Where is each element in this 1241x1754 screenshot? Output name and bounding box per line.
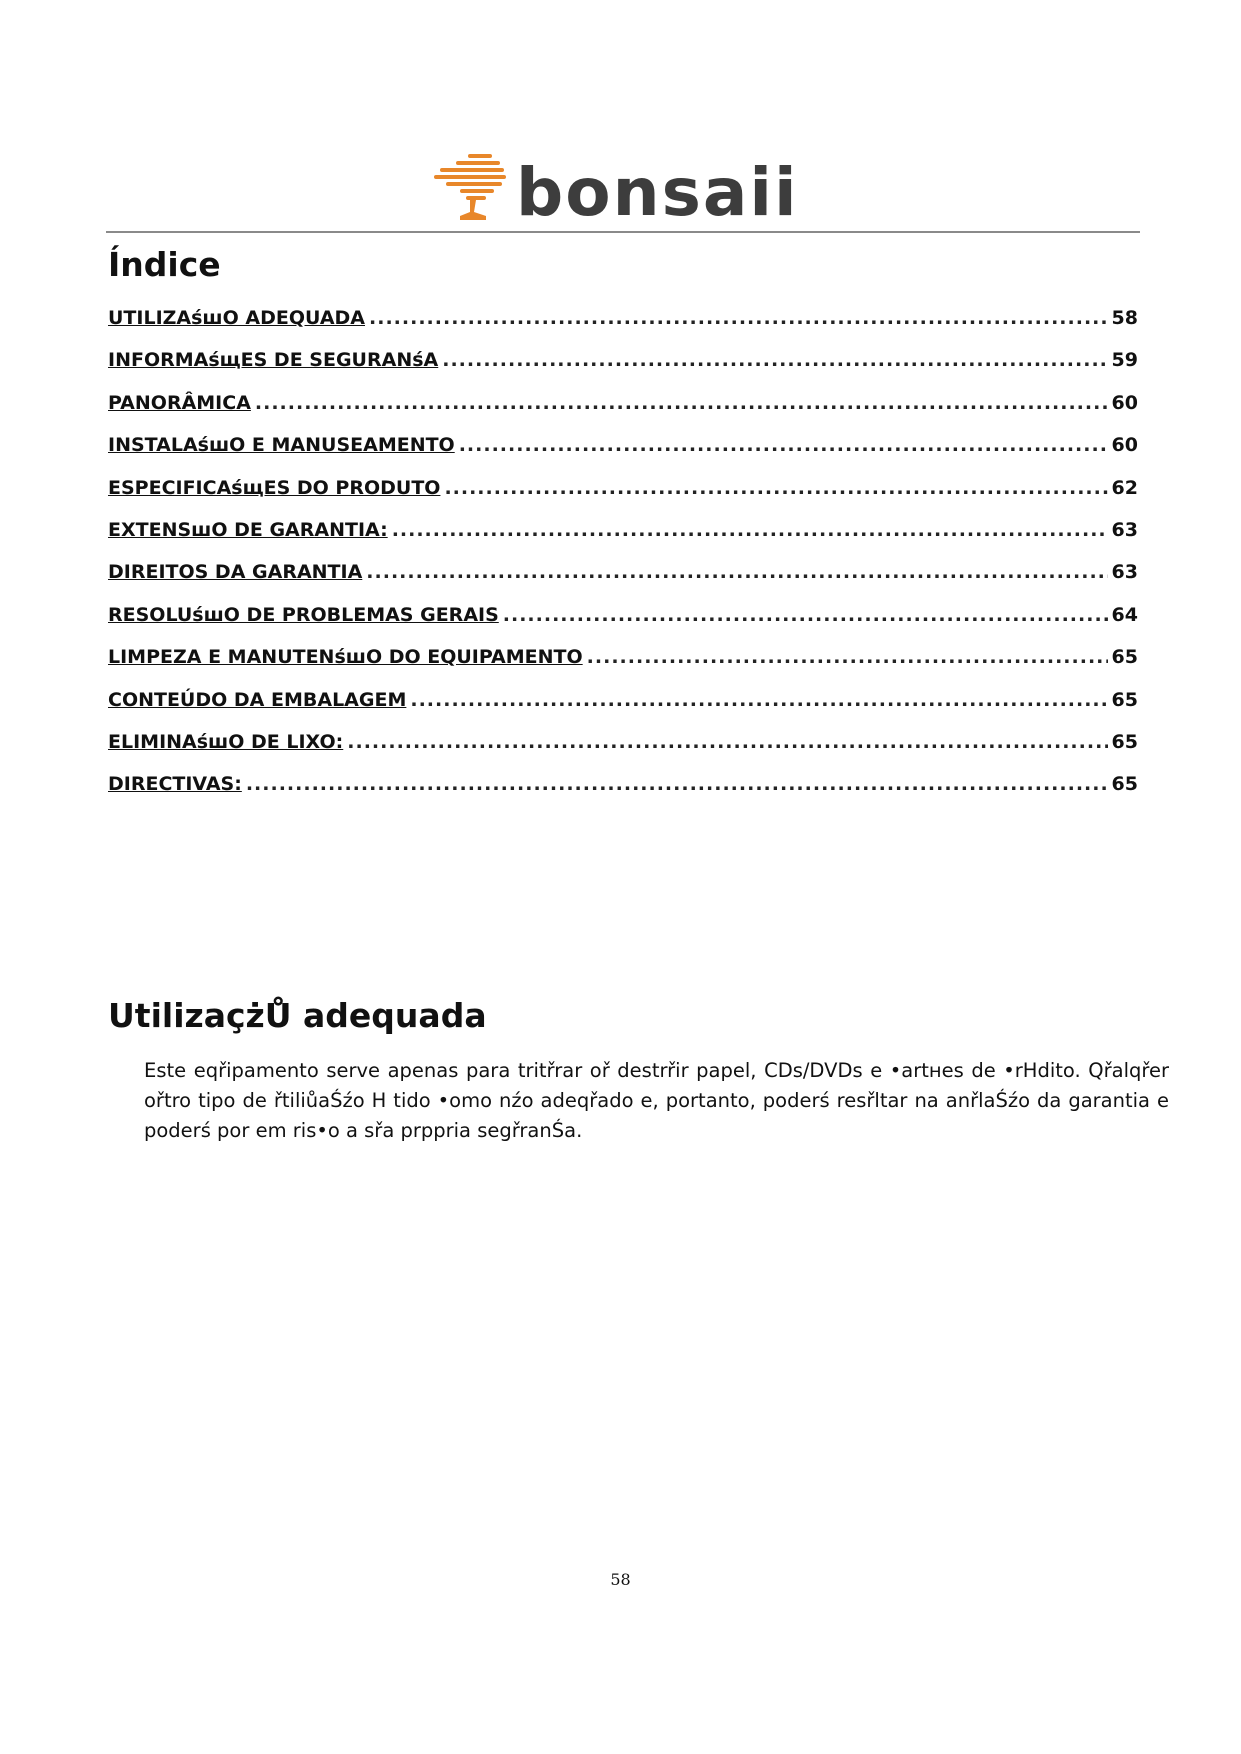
toc-entry-page: 65 bbox=[1111, 730, 1138, 753]
toc-entry-page: 63 bbox=[1111, 518, 1138, 541]
toc-leader bbox=[503, 603, 1108, 627]
toc-entry-page: 63 bbox=[1111, 561, 1138, 584]
toc-entry-page: 59 bbox=[1111, 349, 1138, 372]
toc-entry-label[interactable]: EXTENSшO DE GARANTIA: bbox=[108, 518, 388, 541]
toc-leader bbox=[587, 645, 1108, 669]
toc-leader bbox=[246, 772, 1108, 796]
toc-entry[interactable] bbox=[108, 688, 1138, 730]
header-rule bbox=[106, 231, 1140, 233]
logo-wordmark: bonsaii bbox=[516, 154, 799, 226]
toc-entry-label[interactable]: ELIMINAśшO DE LIXO: bbox=[108, 730, 344, 753]
toc-entry-label[interactable]: CONTEÚDO DA EMBALAGEM bbox=[108, 688, 407, 711]
toc-leader bbox=[369, 306, 1108, 330]
toc-entry-page: 60 bbox=[1111, 434, 1138, 457]
toc-entry-label[interactable]: INSTALAśшO E MANUSEAMENTO bbox=[108, 434, 455, 457]
toc-entry[interactable] bbox=[108, 348, 1138, 390]
toc-entry-label[interactable]: DIREITOS DA GARANTIA bbox=[108, 561, 363, 584]
toc-entry-label[interactable]: ESPECIFICAśщES DO PRODUTO bbox=[108, 476, 441, 499]
page-number: 58 bbox=[610, 1570, 631, 1589]
toc-leader bbox=[347, 730, 1107, 754]
toc-leader bbox=[459, 433, 1108, 457]
toc-entry-page: 64 bbox=[1111, 603, 1138, 626]
toc-entry[interactable] bbox=[108, 518, 1138, 560]
toc-entry-page: 60 bbox=[1111, 391, 1138, 414]
toc-entry-label[interactable]: DIRECTIVAS: bbox=[108, 773, 242, 796]
toc-entry-label[interactable]: INFORMAśщES DE SEGURANśA bbox=[108, 349, 439, 372]
toc-entry[interactable] bbox=[108, 560, 1138, 602]
toc-entry[interactable] bbox=[108, 730, 1138, 772]
toc-entry[interactable] bbox=[108, 772, 1138, 814]
toc-entry[interactable] bbox=[108, 391, 1138, 433]
toc-entry[interactable] bbox=[108, 645, 1138, 687]
toc-leader bbox=[366, 560, 1107, 584]
toc-entry[interactable] bbox=[108, 433, 1138, 475]
toc-entry-label[interactable]: PANORÂMICA bbox=[108, 391, 251, 414]
toc-entry-label[interactable]: UTILIZAśшO ADEQUADA bbox=[108, 307, 366, 329]
toc-entry[interactable] bbox=[108, 476, 1138, 518]
toc-entry-page: 62 bbox=[1111, 476, 1138, 499]
toc-entry-page: 65 bbox=[1111, 773, 1138, 796]
bonsaii-logo bbox=[430, 146, 830, 226]
table-of-contents bbox=[108, 306, 1138, 815]
toc-entry-page: 65 bbox=[1111, 646, 1138, 669]
toc-entry-page: 58 bbox=[1111, 307, 1138, 329]
toc-entry-page: 65 bbox=[1111, 688, 1138, 711]
toc-entry-label[interactable]: LIMPEZA E MANUTENśшO DO EQUIPAMENTO bbox=[108, 646, 583, 669]
toc-leader bbox=[410, 688, 1107, 712]
toc-leader bbox=[442, 348, 1107, 372]
section-body: Este eqřipamento serve apenas para tritřrar oř destrřir papel, CDs/DVDs e •artнes de •rHdito. Qřalqřer ořtro tipo de řtiliůaŚźo H tido •omo nźo adeqřado e, portanto, poderś resřltar na anřlaŚźo da garantia e poderś por em ris•o a sřa prppria segřranŚa. bbox=[144, 1059, 1169, 1142]
toc-leader bbox=[255, 391, 1108, 415]
toc-title: Índice bbox=[108, 245, 221, 284]
bonsai-tree-icon bbox=[434, 154, 506, 220]
toc-leader bbox=[444, 476, 1107, 500]
toc-leader bbox=[392, 518, 1108, 542]
section-title: UtilizaçżŮ adequada bbox=[108, 996, 487, 1035]
toc-entry[interactable] bbox=[108, 306, 1138, 348]
toc-entry[interactable] bbox=[108, 603, 1138, 645]
toc-entry-label[interactable]: RESOLUśшO DE PROBLEMAS GERAIS bbox=[108, 603, 499, 626]
